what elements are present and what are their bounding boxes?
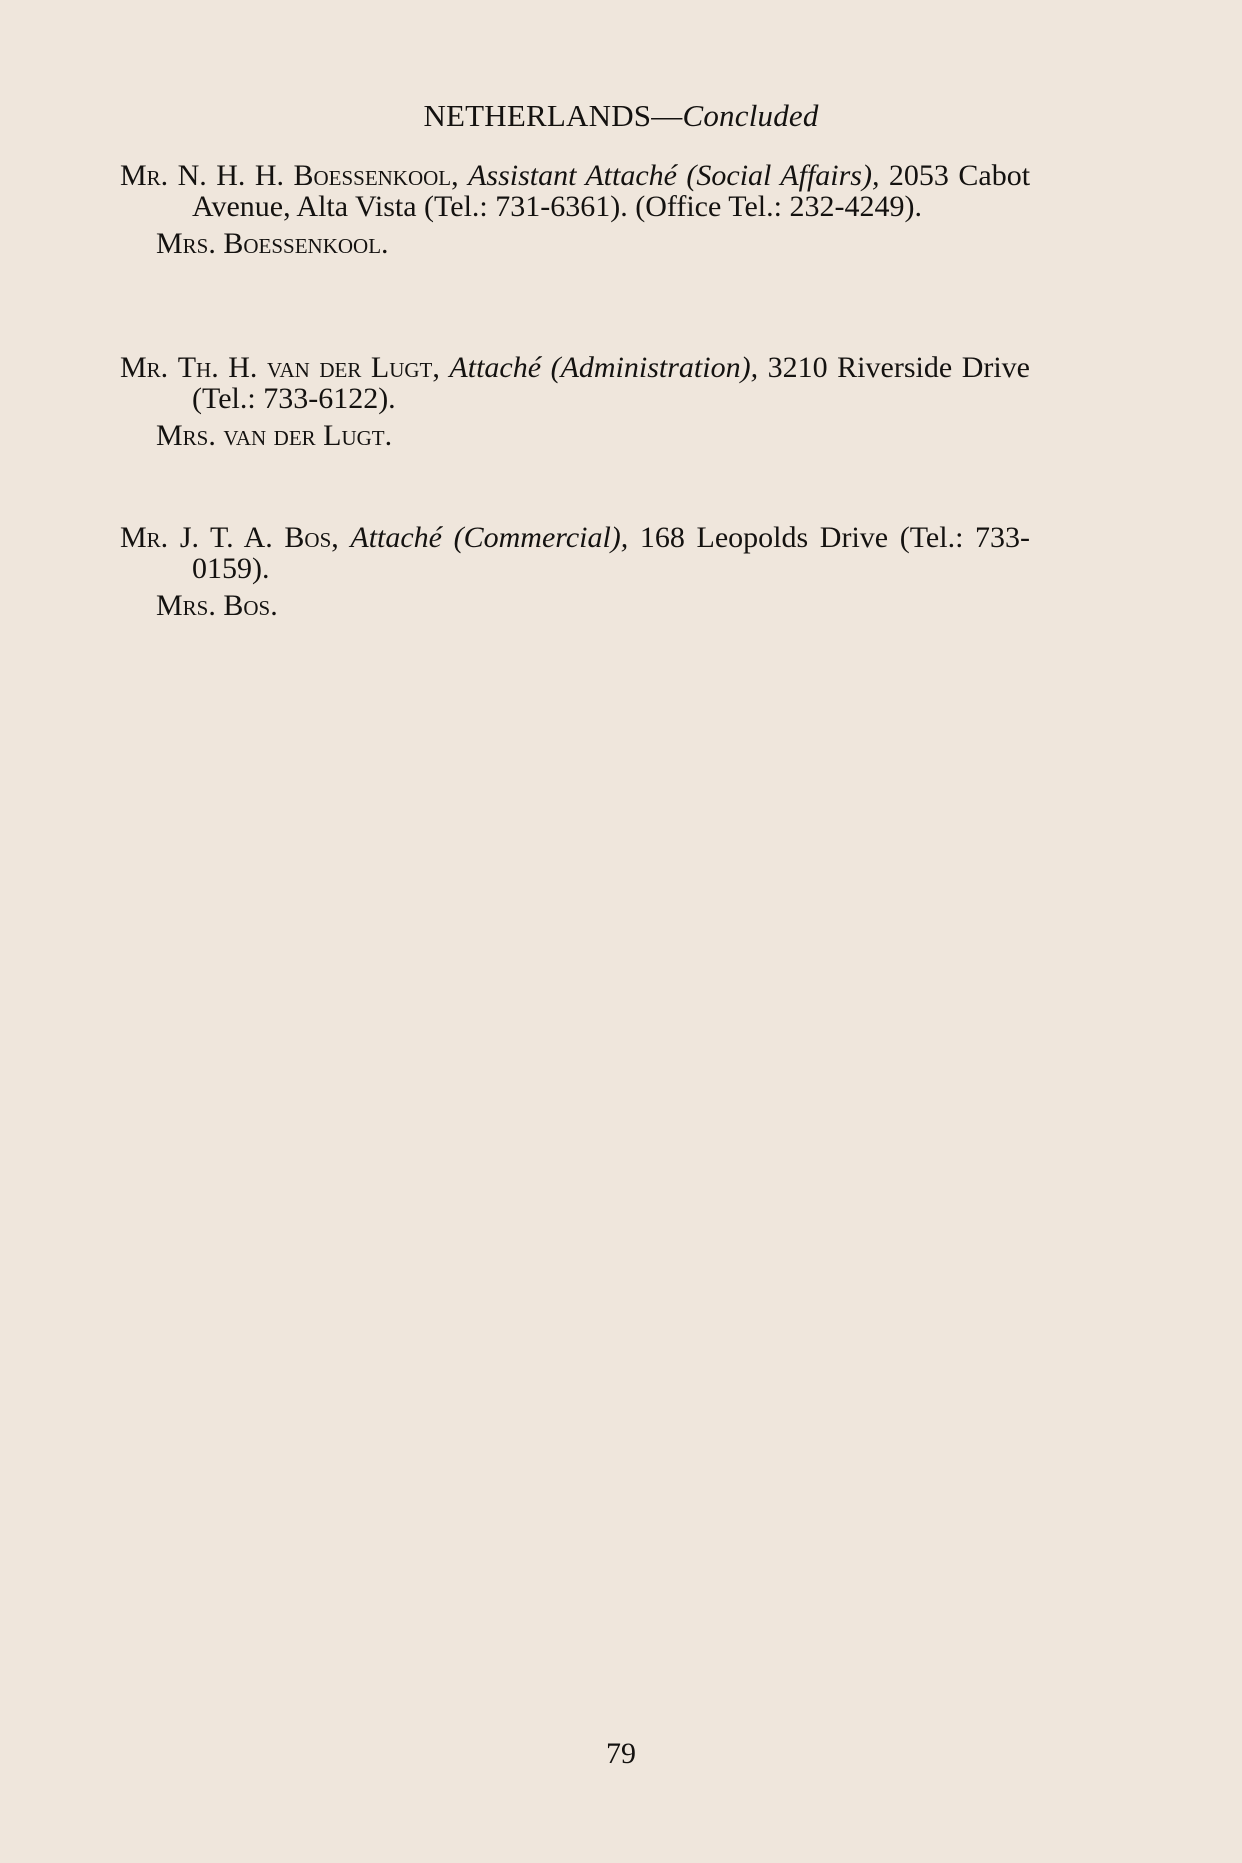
entry-title: Mr. [120, 351, 169, 384]
entry-position: Assistant Attaché (Social Affairs), [468, 159, 880, 192]
entry-details: 168 Leopolds Drive (Tel.: 733-0159). [192, 521, 1031, 585]
entry-name: N. H. H. Boessenkool, [177, 159, 459, 192]
entry-details: 2053 Cabot Avenue, Alta Vista (Tel.: 731-6361). (Office Tel.: 232-4249). [192, 159, 1031, 223]
diplomat-entry [120, 522, 1030, 621]
entry-title: Mr. [120, 521, 169, 554]
entry-name: Th. H. van der Lugt, [177, 351, 440, 384]
entry-main-line [120, 522, 1030, 584]
entry-details: 3210 Riverside Drive (Tel.: 733-6122). [192, 351, 1030, 415]
entry-title: Mr. [120, 159, 169, 192]
entry-position: Attaché (Commercial), [350, 521, 629, 554]
entry-spouse: Mrs. Bos. [156, 589, 278, 622]
diplomat-entry [120, 352, 1030, 451]
country-name: NETHERLANDS [423, 98, 652, 133]
heading-dash: — [651, 98, 683, 133]
entry-position: Attaché (Administration), [449, 351, 759, 384]
page-number: 79 [606, 1737, 636, 1770]
entry-main-line [120, 352, 1030, 414]
diplomat-entry [120, 160, 1030, 259]
entry-spouse: Mrs. Boessenkool. [156, 227, 389, 260]
entry-name: J. T. A. Bos, [179, 521, 339, 554]
entry-spouse: Mrs. van der Lugt. [156, 419, 393, 452]
entry-main-line [120, 160, 1030, 222]
heading-suffix: Concluded [682, 98, 819, 133]
section-heading [0, 98, 1242, 134]
